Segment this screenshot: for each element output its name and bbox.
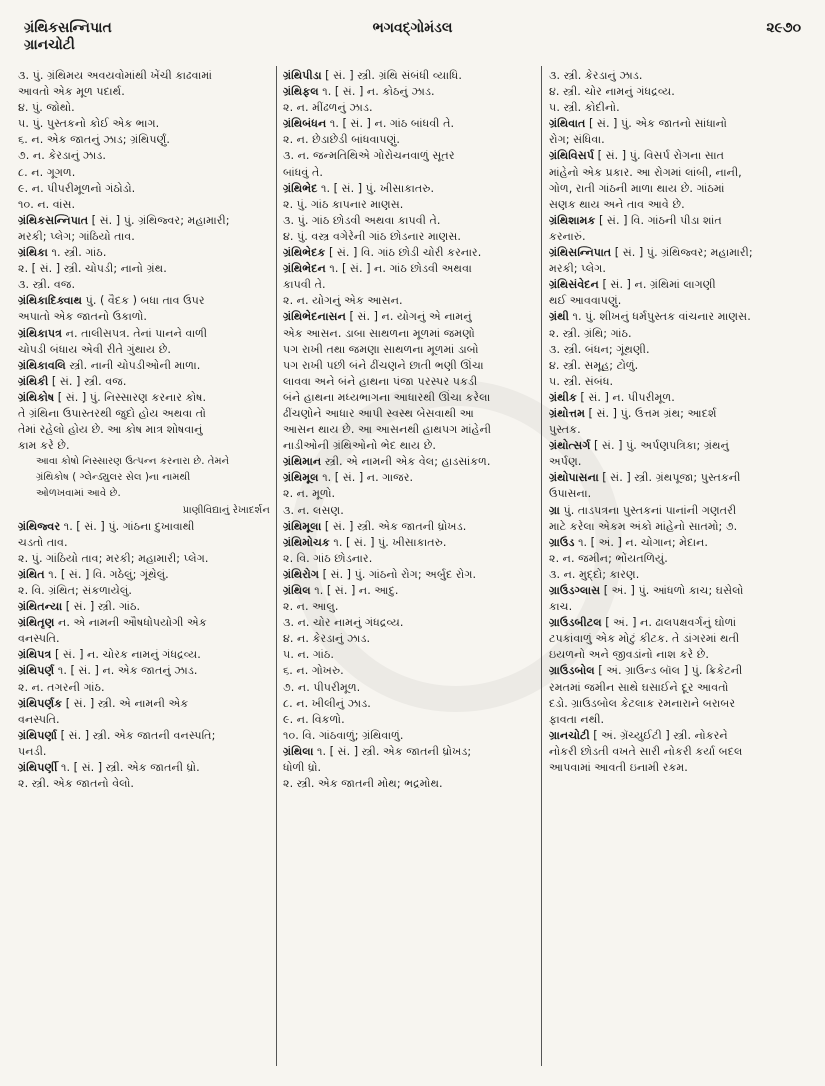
entry-line: આસન થાય છે. આ આસનથી હાથપગ માંહેની (283, 423, 492, 437)
entry-line: ૨. [ સં. ] સ્ત્રી. ચોપડી; નાનો ગ્રંથ. (18, 262, 167, 276)
entry-line: ગ્રંથિકોષ ( ગ્લેન્ડ્યુલર સેલ )ના નામથી (36, 472, 191, 484)
entry-line: ગ્રાનચોટી [ અં. ગ્રૅચ્યુઈટી ] સ્ત્રી. નોકરને (549, 728, 728, 742)
book-title: ભગવદ્ગોમંડલ (372, 20, 453, 36)
entry-line: ગ્રંથોત્તમ [ સં. ] પું. ઉત્તમ ગ્રંથ; આદર્શ (549, 406, 717, 420)
headword: ગ્રંથિબંધન (283, 117, 327, 131)
entry-line: ગ્રંથી ૧. પું. શીખનું ધર્મપુસ્તક વાંચનાર માણસ. (549, 310, 751, 324)
entry-line: ગ્રાઉંડબીટલ [ અં. ] ન. ઢાલપક્ષવર્ગનું ઘોળાં (549, 616, 737, 630)
entry-line: ૨. સ્ત્રી. ગ્રંથિ; ગાંઠ. (549, 326, 632, 340)
entry-line: ગ્રંથિમૂલ ૧. [ સં. ] ન. ગાજર. (283, 471, 414, 485)
entry-line: ઇયળનો અને જીવડાંનો નાશ કરે છે. (549, 648, 709, 662)
last-headword-label: ગ્રાનચોટી (24, 37, 75, 53)
entry-line: ૪. સ્ત્રી. ચોર નામનું ગંધદ્રવ્ય. (549, 85, 675, 99)
entry-line: ૫. સ્ત્રી. કોદીનો. (549, 101, 620, 115)
entry-line: મરકી; પ્લેગ; ગાંઠિયો તાવ. (18, 229, 135, 243)
entry-line: ગ્રંથિકા ૧. સ્ત્રી. ગાંઠ. (18, 246, 107, 260)
entry-line: ફાવતા નથી. (549, 712, 605, 726)
entry-line: ગ્રંથિતન્યા [ સં. ] સ્ત્રી. ગાંઠ. (18, 600, 141, 614)
entry-line: ઉપાસના. (549, 487, 592, 501)
entry-line: નાડીઓની ગ્રંથિઓનો ભેદ થાય છે. (283, 439, 436, 453)
entry-line: ૩. ન. લસણ. (283, 503, 344, 517)
headword: ગ્રંથિકાપત્ર (18, 326, 63, 340)
entry-line: ઓળખવામાં આવે છે. (36, 488, 121, 500)
headword: ગ્રંથિકી (18, 374, 49, 388)
entry-line: ગ્રંથિકસન્નિપાત [ સં. ] પું. ગ્રંથિજ્વર; મહામારી; (18, 213, 230, 227)
entry-line: ૨. ન. યોગનું એક આસન. (283, 294, 403, 308)
headword: ગ્રંથોપાસના (549, 471, 599, 485)
entry-line: ૭. ન. કેરડાનું ઝાડ. (18, 149, 106, 163)
entry-line: ગ્રંથિસન્નિપાત [ સં. ] પું. ગ્રંથિજ્વર; મહામારી; (549, 246, 753, 260)
entry-line: કાપવી તે. (283, 278, 326, 292)
headword: ગ્રંથિમોચક (283, 535, 330, 549)
entry-line: રોગ; સંધિવા. (549, 133, 605, 147)
entry-line: ગ્રંથિભેદન ૧. [ સં. ] ન. ગાંઠ છોડવી અથવા (283, 262, 472, 276)
headword: ગ્રંથિતૃણ (18, 616, 55, 630)
headword: ગ્રંથિભેદક (283, 246, 326, 260)
entry-line: પગ રાખી પછી બંને ઢીંચણને છાતી ભણી ઊંચા (283, 358, 484, 372)
entry-line: ગ્રંથિબંધન ૧. [ સં. ] ન. ગાંઠ બાંધવી તે. (283, 117, 455, 131)
headword: ગ્રંથિસન્નિપાત (549, 246, 612, 260)
entry-line: તેમાં રહેલો હોય છે. આ કોષ માત્ર શોષવાનું (18, 423, 203, 437)
entry-line: ગ્રંથિરોગ [ સં. ] પું. ગાંઠનો રોગ; અર્બુદ રોગ. (283, 567, 477, 581)
entry-line: ગ્રંથિભેદક [ સં. ] વિ. ગાંઠ છોડી ચોરી કરનાર. (283, 246, 482, 260)
headword: ગ્રંથિપર્ણ (18, 664, 55, 678)
headword: ગ્રંથિકાવલિ (18, 358, 66, 372)
entry-line: વનસ્પતિ. (18, 712, 60, 726)
entry-line: ગ્રંથિમોચક ૧. [ સં. ] પું. ખીસાકાતરુ. (283, 535, 447, 549)
entry-line: ૯. ન. વિકળો. (283, 712, 345, 726)
headword: ગ્રંથિકા (18, 246, 48, 260)
headword: ગ્રંથિસંવેદન (549, 278, 599, 292)
entry-line: ૯. ન. પીપરીમૂળનો ગંઠોડો. (18, 181, 136, 195)
entry-line: ગ્રંથિકાવલિ સ્ત્રી. નાની ચોપડીઓની માળા. (18, 358, 201, 372)
headword: ગ્રંથિશામક (549, 213, 596, 227)
entry-line: થઈ આવવાપણું. (549, 294, 622, 308)
entry-line: ગ્રાઉંડ ૧. [ અં. ] ન. ચોગાન; મેદાન. (549, 535, 708, 549)
entry-line: ૩. ન. ચોર નામનું ગંધદ્રવ્ય. (283, 616, 404, 630)
entry-line: ૩. સ્ત્રી. કેરડાનું ઝાડ. (549, 69, 643, 82)
headword: ગ્રંથિભેદનાસન (283, 310, 346, 324)
headword: ગ્રંથિલ (283, 584, 311, 597)
headword: ગ્રંથિમૂલા (283, 519, 322, 533)
entry-line: ગ્રંથીક [ સં. ] ન. પીપરીમૂળ. (549, 390, 675, 404)
entry-line: આપવામાં આવતી ઇનામી રકમ. (549, 761, 688, 775)
entry-line: ગ્રંથોત્સર્ગ [ સં. ] પું. અર્પણપત્રિકા; ગ્રંથનું (549, 439, 729, 453)
entry-line: તે ગ્રંથિના ઉપાસ્તરથી જુદો હોય અથવા તો (18, 406, 206, 420)
entry-line: બાંધવું તે. (283, 165, 323, 179)
entry-line: ૫. પું. પુસ્તકનો કોઈ એક ભાગ. (18, 117, 160, 131)
headword: ગ્રંથિમૂલ (283, 471, 319, 485)
entry-line: ગ્રંથિપર્ણક [ સં. ] સ્ત્રી. એ નામની એક (18, 696, 189, 710)
column-divider (541, 66, 542, 1066)
entry-line: ઢીંચણોને આધાર આપી સ્વસ્થ બેસવાથી આ (283, 406, 474, 420)
entry-line: દડો. ગ્રાઉંડબોલ કેટલાક રમનારાને બરાબર (549, 696, 736, 710)
entry-line: ૫. સ્ત્રી. સંબંધ. (549, 374, 614, 388)
entry-line: ગ્રંથિપીડા [ સં. ] સ્ત્રી. ગ્રંથિ સંબંધી વ્યાધિ. (283, 69, 462, 82)
entry-line: ૪. સ્ત્રી. સમૂહ; ટોળું. (549, 358, 639, 372)
entry-line: ૫. ન. ગાંઠ. (283, 648, 334, 662)
entry-line: ૨. ન. મીંઢળનું ઝાડ. (283, 101, 373, 115)
first-headword-label: ગ્રંથિકસન્નિપાત (24, 20, 112, 36)
entry-line: ગ્રંથિસંવેદન [ સં. ] ન. ગ્રંથિમાં લાગણી (549, 278, 716, 292)
headword: ગ્રાઉંડબોલ (549, 664, 595, 678)
headword: ગ્રંથિપીડા (283, 69, 322, 82)
entry-line: ગ્રંથિલા ૧. [ સં. ] સ્ત્રી. એક જાતની ધ્રોખડ; (283, 744, 472, 758)
entry-line: ગ્રંથિપર્ણી ૧. [ સં. ] સ્ત્રી. એક જાતની ધ્રો. (18, 761, 200, 775)
entry-line: ગ્રંથિવાત [ સં. ] પું. એક જાતનો સાંધાનો (549, 117, 727, 131)
column-divider (276, 66, 277, 1066)
entry-line: ગ્રંથિતૃણ ન. એ નામની ઔષધોપયોગી એક (18, 616, 207, 630)
column-3 (549, 68, 809, 776)
entry-line: ગ્રંથિલ ૧. [ સં. ] ન. આદુ. (283, 584, 399, 597)
headword: ગ્રંથી (549, 310, 569, 324)
entry-line: ગ્રંથિફલ ૧. [ સં. ] ન. કોઠનું ઝાડ. (283, 85, 435, 99)
entry-line: ૧૦. વિ. ગાંઠવાળું; ગ્રંથિવાળું. (283, 728, 404, 742)
headword: ગ્રંથિમાન (283, 455, 322, 469)
headword: ગ્રંથિકોષ (18, 390, 55, 404)
entry-line: પનડી. (18, 744, 47, 758)
entry-line: ૧૦. ન. વાંસ. (18, 197, 76, 211)
entry-line: કાચ. (549, 600, 573, 614)
column-1 (18, 68, 270, 792)
entry-line: ગ્રંથિપર્ણ ૧. [ સં. ] ન. એક જાતનું ઝાડ. (18, 664, 198, 678)
entry-line: ગ્રંથિભેદ ૧. [ સં. ] પું. ખીસાકાતરુ. (283, 181, 435, 195)
headword: ગ્રંથિકાદિક્વાથ (18, 294, 83, 308)
entry-line: ૩. સ્ત્રી. બંધન; ગૂંથણી. (549, 342, 650, 356)
entry-line: માટે કરેલા એકમ અંકો માંહેનો સાતમો; ૭. (549, 519, 738, 533)
headword: ગ્રંથિતન્યા (18, 600, 63, 614)
headword: ગ્રંથિવાત (549, 117, 586, 131)
entry-line: ગ્રંથિકાપત્ર ન. તાલીસપત્ર. તેનાં પાનને વાળી (18, 326, 208, 340)
headword: ગ્રંથિજ્વર (18, 519, 61, 533)
entry-line: ૨. સ્ત્રી. એક જાતનો વેલો. (18, 777, 134, 791)
entry-line: આવા કોષો નિસ્સારણ ઉત્પન્ન કરનારા છે. તેમને (36, 456, 230, 468)
entry-line: ગ્રાઉંડગ્લાસ [ અં. ] પું. આંધળો કાચ; ઘસેલો (549, 584, 744, 597)
entry-line: ગ્રંથિત ૧. [ સં. ] વિ. ગઠેલું; ગૂંથેલું. (18, 567, 169, 581)
entry-line: વનસ્પતિ. (18, 632, 60, 646)
headword: ગ્રાઉંડ (549, 535, 575, 549)
entry-line: ધોળી ધ્રો. (283, 761, 322, 775)
entry-line: ગ્રંથિમૂલા [ સં. ] સ્ત્રી. એક જાતની ધ્રોખડ. (283, 519, 467, 533)
headword: ગ્રાઉંડબીટલ (549, 616, 602, 630)
entry-line: ૩. પું. ગ્રંથિમય અવયવોમાંથી ખેંચી કાઢવામાં (18, 69, 212, 82)
entry-line: ૩. સ્ત્રી. વજ. (18, 278, 76, 292)
entry-line: ૨. ન. આલુ. (283, 600, 339, 614)
entry-line: ૨. વિ. ગાંઠ છોડનાર. (283, 551, 373, 565)
entry-line: ૮. ન. ગૂગળ. (18, 165, 76, 179)
entry-line: ગ્રંથિકોષ [ સં. ] પું. નિસ્સારણ કરનાર કોષ. (18, 390, 207, 404)
headword: ગ્રંથિત (18, 567, 45, 581)
entry-line: ૨. પું. ગાંઠિયો તાવ; મરકી; મહામારી; પ્લેગ. (18, 551, 209, 565)
headword: ગ્રંથોત્તમ (549, 406, 585, 420)
page-number: ૨૯૭૦ (766, 20, 801, 36)
entry-line: ટપકાંવાળું એક મોટું કીટક. તે ડાંગરમાં થતી (549, 632, 740, 646)
entry-line: પગ રાખી તથા જમણા સાથળના મૂળમાં ડાબો (283, 342, 479, 356)
headword: ગ્રંથિરોગ (283, 567, 320, 581)
entry-line: ગોળ, રાતી ગાંઠની માળા થાય છે. ગાંઠમાં (549, 181, 725, 195)
entry-line: કરનારું. (549, 229, 586, 243)
entry-line: ૩. ન. જન્મતિથિએ ગોરોચનવાળું સૂતર (283, 149, 455, 163)
headword: ગ્રંથિપર્ણા (18, 728, 58, 742)
headword: ગ્રાઉંડગ્લાસ (549, 584, 601, 597)
entry-line: ગ્રંથિભેદનાસન [ સં. ] ન. યોગનું એ નામનું (283, 310, 472, 324)
entry-line: નોકરી છોડતી વખતે સારી નોકરી કર્યા બદલ (549, 744, 743, 758)
entry-line: ગ્રા પું. તાડપત્રના પુસ્તકનાં પાનાંની ગણતરી (549, 503, 737, 517)
entry-line: ગ્રંથિવિસર્પ [ સં. ] પું. વિસર્પ રોગના સાત (549, 149, 725, 163)
entry-line: ૩. પું. ગાંઠ છોડવી અથવા કાપવી તે. (283, 213, 441, 227)
entry-line: ૬. ન. એક જાતનું ઝાડ; ગ્રંથિપર્ણું. (18, 133, 170, 147)
headword: ગ્રંથિફલ (283, 85, 319, 99)
entry-line: લાવવા અને બંને હાથના પંજા પરસ્પર પકડી (283, 374, 478, 388)
entry-line: ૪. પું. વસ્ત્ર વગેરેની ગાંઠ છોડનાર માણસ. (283, 229, 461, 243)
headword: ગ્રંથિવિસર્પ (549, 149, 595, 163)
entry-line: ચોપડી બંધાય એવી રીતે ગુંથાય છે. (18, 342, 171, 356)
headword: ગ્રંથિકસન્નિપાત (18, 213, 89, 227)
entry-line: ૨. સ્ત્રી. એક જાતની મોથ; ભદ્રમોથ. (283, 777, 443, 791)
entry-line: ૭. ન. પીપરીમૂળ. (283, 680, 361, 694)
entry-line: ૨. વિ. ગ્રંથિત; સંકળાયેલું. (18, 584, 132, 597)
entry-line: ગ્રંથોપાસના [ સં. ] સ્ત્રી. ગ્રંથપૂજા; પુસ્તકની (549, 471, 741, 485)
headword: ગ્રંથિપર્ણક (18, 696, 63, 710)
entry-line: ૪. ન. કેરડાનું ઝાડ. (283, 632, 371, 646)
entry-line: મરકી; પ્લેગ. (549, 262, 606, 276)
entry-line: ગ્રંથિશામક [ સં. ] વિ. ગાંઠની પીડા શાંત (549, 213, 722, 227)
headword: ગ્રંથિભેદન (283, 262, 326, 276)
entry-line: ૨. ન. તગરની ગાંઠ. (18, 680, 105, 694)
entry-line: ૨. પું. ગાંઠ કાપનાર માણસ. (283, 197, 404, 211)
entry-line: કામ કરે છે. (18, 439, 70, 453)
entry-line: ગ્રાઉંડબોલ [ અં. ગ્રાઉન્ડ બૉલ ] પું. ક્રિકેટની (549, 664, 743, 678)
entry-line: આવતો એક મૂળ પદાર્થ. (18, 85, 125, 99)
column-2 (283, 68, 535, 792)
entry-line: ૪. પું. જોથો. (18, 101, 75, 115)
headword: ગ્રંથીક (549, 390, 577, 404)
entry-line: બંને હાથના મધ્યભાગના આધારથી ઊંચા કરેલા (283, 390, 491, 404)
entry-line: અર્પણ. (549, 455, 582, 469)
entry-line: ગ્રંથિકી [ સં. ] સ્ત્રી. વજ. (18, 374, 127, 388)
entry-line: પુસ્તક. (549, 423, 581, 437)
entry-line: રમતમાં જમીન સાથે ઘસાઈને દૂર આવતો (549, 680, 729, 694)
entry-line: ગ્રંથિપત્ર [ સં. ] ન. ચોરક નામનું ગંધદ્રવ્ય. (18, 648, 201, 662)
entry-line: ગ્રંથિમાન સ્ત્રી. એ નામની એક વેલ; હાડસાંકળ. (283, 455, 491, 469)
entry-line: ચડતો તાવ. (18, 535, 68, 549)
entry-line: ગ્રંથિજ્વર ૧. [ સં. ] પું. ગાંઠના દુખાવાથી (18, 519, 195, 533)
headword: ગ્રા (549, 503, 560, 517)
entry-line: સણક થાય અને તાવ આવે છે. (549, 197, 685, 211)
headword: ગ્રાનચોટી (549, 728, 590, 742)
entry-line: ૨. ન. મૂળો. (283, 487, 336, 501)
entry-line: પ્રાણીવિદ્યાનું રેખાદર્શન (182, 504, 270, 516)
entry-line: ગ્રંથિપર્ણા [ સં. ] સ્ત્રી. એક જાતની વનસ્પતિ; (18, 728, 216, 742)
entry-line: ૨. ન. જમીન; ભોંયતળિયું. (549, 551, 668, 565)
headword: ગ્રંથિલા (283, 744, 314, 758)
headword: ગ્રંથિપર્ણી (18, 761, 58, 775)
entry-line: અપાતો એક જાતનો ઉકાળો. (18, 310, 147, 324)
entry-line: એક આસન. ડાબા સાથળના મૂળમાં જમણો (283, 326, 475, 340)
entry-line: માંહેનો એક પ્રકાર. આ રોગમાં લાંબી, નાની, (549, 165, 742, 179)
entry-line: ૬. ન. ગોખરુ. (283, 664, 344, 678)
entry-line: ગ્રંથિકાદિક્વાથ પું. ( વૈદક ) બધા તાવ ઉપર (18, 294, 205, 308)
entry-line: ૨. ન. છેડાછેડી બાંધવાપણું. (283, 133, 400, 147)
headword: ગ્રંથિભેદ (283, 181, 318, 195)
entry-line: ૩. ન. મુદ્દો; કારણ. (549, 567, 640, 581)
headword: ગ્રંથોત્સર્ગ (549, 439, 591, 453)
headword: ગ્રંથિપત્ર (18, 648, 52, 662)
entry-line: ૮. ન. ખીલીનું ઝાડ. (283, 696, 371, 710)
